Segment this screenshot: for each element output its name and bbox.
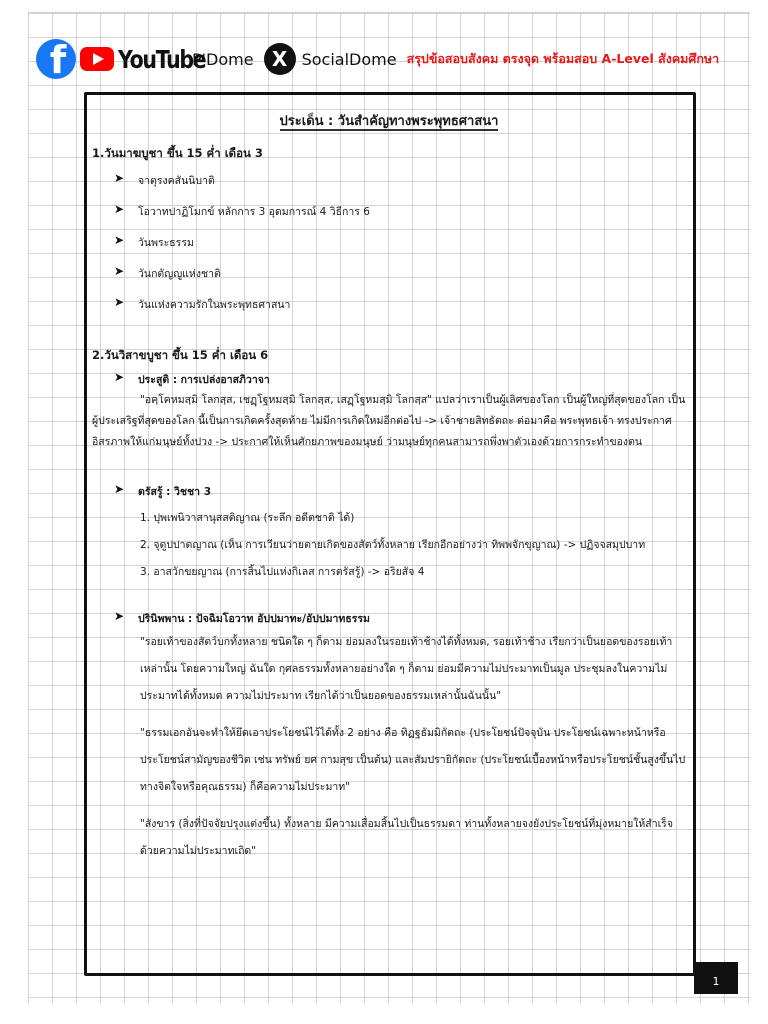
quote-paragraph: "สังขาร (สิ่งที่ปัจจัยปรุงแต่งขึ้น) ทั้งหลาย มีความเสื่อมสิ้นไปเป็นธรรมดา ท่านทั้งหลายจงยังประโยชน์ที่มุ่งหมายให้สำเร็จ ด้วยความไม่ประมาทเถิด" (140, 818, 673, 857)
list-item: ➤ วันพระธรรม (114, 234, 686, 251)
youtube-icon[interactable] (80, 47, 114, 71)
birth-label: ➤ ประสูติ : การเปล่งอาสภิวาจา (114, 371, 686, 388)
list-item: 3. อาสวักขยญาณ (การสิ้นไปแห่งกิเลส การตรัสรู้) -> อริยสัจ 4 (140, 566, 425, 578)
list-item: 2. จุตูปปาตญาณ (เห็น การเวียนว่ายตายเกิดของสัตว์ทั้งหลาย เรียกอีกอย่างว่า ทิพพจักขุญาณ) -> ปฏิจจสมุปบาท (140, 539, 646, 551)
youtube-wordmark: YouTube (118, 44, 206, 74)
quote-paragraph: "ธรรมเอกอันจะทำให้ยึดเอาประโยชน์ไว้ได้ทั้ง 2 อย่าง คือ ทิฏฐธัมมิกัตถะ (ประโยชน์ปัจจุบัน ประโยชน์เฉพาะหน้าหรือประโยชน์สามัญของชีวิต เช่น ทรัพย์ ยศ กามสุข เป็นต้น) และสัมปรายิกัตถะ (ประโยชน์เบื้องหน้าหรือประโยชน์ชั้นสูงขึ้นไปทางจิตใจหรือคุณธรรม) ก็คือความไม่ประมาท" (140, 727, 686, 793)
list-item: 1. ปุพเพนิวาสานุสสติญาณ (ระลึก อดีตชาติ ได้) (140, 512, 355, 524)
list-item: ➤ จาตุรงคสันนิบาติ (114, 172, 686, 189)
header-tagline: สรุปข้อสอบสังคม ตรงจุด พร้อมสอบ A-Level สังคมศึกษา (406, 51, 720, 66)
section-heading: 2.วันวิสาขบูชา ขึ้น 15 ค่ำ เดือน 6 (92, 348, 269, 362)
pdome-label: P'Dome (192, 49, 254, 69)
page-title: ประเด็น : วันสำคัญทางพระพุทธศาสนา (279, 114, 499, 129)
page-number: 1 (694, 962, 738, 994)
birth-paragraph: "อคฺโคหมสฺมิ โลกสฺส, เชฏฺโฐหมสฺมิ โลกสฺส, เสฏฺโฐหมสฺมิ โลกสฺส" แปลว่าเราเป็นผู้เลิศของโลก เป็นผู้ใหญ่ที่สุดของโลก เป็นผู้ประเสริฐที่สุดของโลก นี้เป็นการเกิดครั้งสุดท้าย ไม่มีการเกิดใหม่อีกต่อไป -> เจ้าชายสิทธัตถะ ต่อมาคือ พระพุทธเจ้า ทรงประกาศอิสรภาพให้แก่มนุษย์ทั้งปวง -> ประกาศให้เห็นศักยภาพของมนุษย์ ว่ามนุษย์ทุกคนสามารถพึ่งพาตัวเองด้วยการกระทำของตน (92, 394, 686, 448)
header-banner (36, 34, 746, 84)
nirvana-label: ➤ ปรินิพพาน : ปัจฉิมโอวาท อัปปมาทะ/อัปปมาทธรรม (114, 610, 686, 627)
list-item: ➤ วันกตัญญูแห่งชาติ (114, 265, 686, 282)
socialdome-label: SocialDome (301, 49, 397, 69)
facebook-icon[interactable]: f (36, 39, 76, 79)
section-heading: 1.วันมาฆบูชา ขึ้น 15 ค่ำ เดือน 3 (92, 146, 263, 160)
document-content (92, 108, 686, 865)
enlightenment-label: ➤ ตรัสรู้ : วิชชา 3 (114, 483, 686, 500)
list-item: ➤ วันแห่งความรักในพระพุทธศาสนา (114, 296, 686, 313)
quote-paragraph: "รอยเท้าของสัตว์บกทั้งหลาย ชนิดใด ๆ ก็ตาม ย่อมลงในรอยเท้าช้างได้ทั้งหมด, รอยเท้าช้าง เรียกว่าเป็นยอดของรอยเท้าเหล่านั้น โดยความใหญ่ ฉันใด กุศลธรรมทั้งหลายอย่างใด ๆ ก็ตาม ย่อมมีความไม่ประมาทเป็นมูล ประชุมลงในความไม่ประมาทได้ทั้งหมด ความไม่ประมาท เรียกได้ว่าเป็นยอดของธรรมเหล่านั้นฉันนั้น" (140, 636, 673, 702)
x-twitter-icon[interactable]: X (264, 43, 296, 75)
list-item: ➤ โอวาทปาฏิโมกข์ หลักการ 3 อุดมการณ์ 4 วิธีการ 6 (114, 203, 686, 220)
